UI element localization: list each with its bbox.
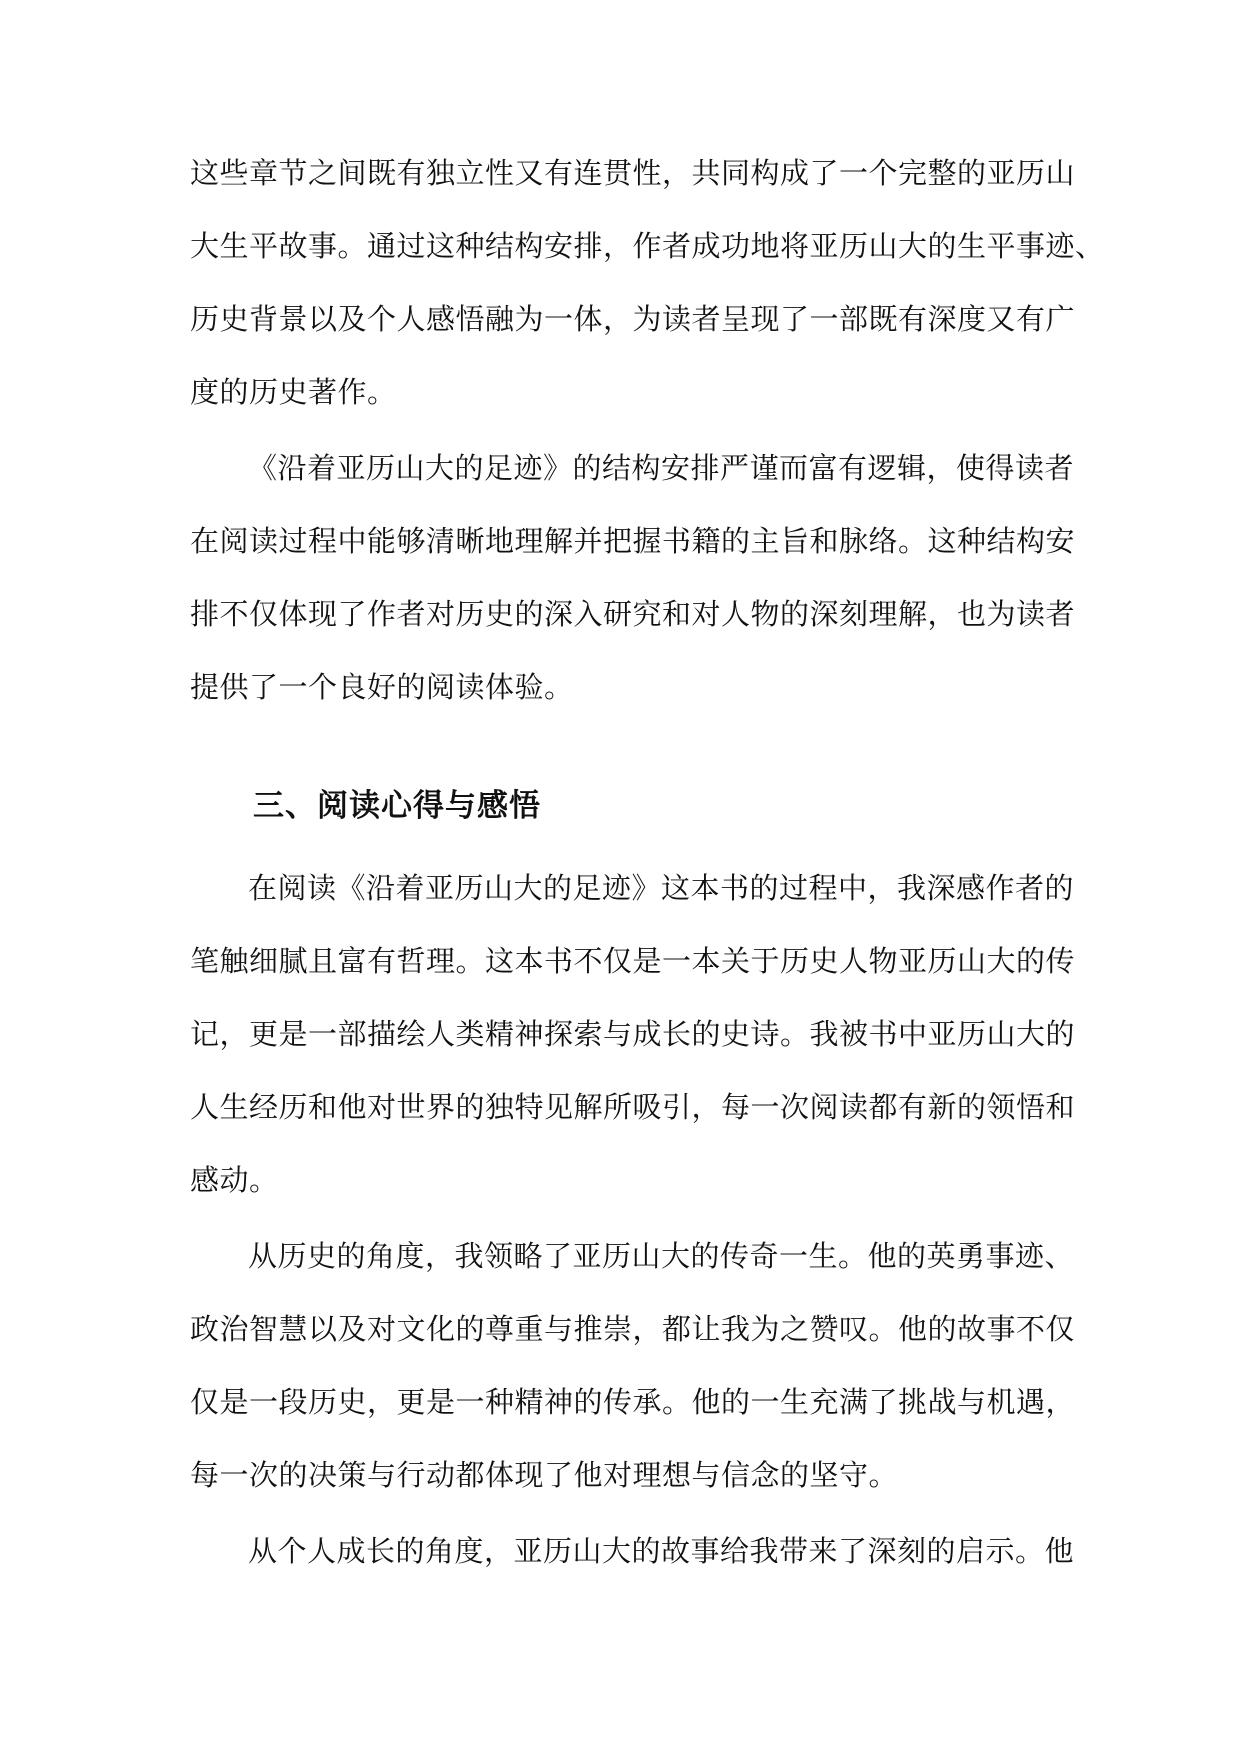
paragraph-line: 《沿着亚历山大的足迹》的结构安排严谨而富有逻辑，使得读者 — [248, 451, 1075, 485]
paragraph-line: 提供了一个良好的阅读体验。 — [190, 670, 574, 704]
paragraph-line: 政治智慧以及对文化的尊重与推崇，都让我为之赞叹。他的故事不仅 — [190, 1312, 1076, 1346]
paragraph-line: 记，更是一部描绘人类精神探索与成长的史诗。我被书中亚历山大的 — [190, 1017, 1076, 1051]
paragraph-line: 大生平故事。通过这种结构安排，作者成功地将亚历山大的生平事迹、 — [190, 229, 1105, 263]
paragraph-line: 这些章节之间既有独立性又有连贯性，共同构成了一个完整的亚历山 — [190, 156, 1076, 190]
paragraph-line: 人生经历和他对世界的独特见解所吸引，每一次阅读都有新的领悟和 — [190, 1090, 1076, 1124]
paragraph-line: 仅是一段历史，更是一种精神的传承。他的一生充满了挑战与机遇， — [190, 1385, 1076, 1419]
paragraph-line: 每一次的决策与行动都体现了他对理想与信念的坚守。 — [190, 1458, 899, 1492]
paragraph-line: 历史背景以及个人感悟融为一体，为读者呈现了一部既有深度又有广 — [190, 302, 1076, 336]
section-heading: 三、阅读心得与感悟 — [253, 788, 541, 824]
paragraph-line: 在阅读《沿着亚历山大的足迹》这本书的过程中，我深感作者的 — [248, 871, 1075, 905]
paragraph-line: 从历史的角度，我领略了亚历山大的传奇一生。他的英勇事迹、 — [248, 1239, 1075, 1273]
paragraph-line: 从个人成长的角度，亚历山大的故事给我带来了深刻的启示。他 — [248, 1534, 1075, 1568]
paragraph-line: 在阅读过程中能够清晰地理解并把握书籍的主旨和脉络。这种结构安 — [190, 524, 1076, 558]
paragraph-line: 笔触细腻且富有哲理。这本书不仅是一本关于历史人物亚历山大的传 — [190, 944, 1076, 978]
paragraph-line: 排不仅体现了作者对历史的深入研究和对人物的深刻理解，也为读者 — [190, 597, 1076, 631]
paragraph-line: 感动。 — [190, 1163, 279, 1197]
paragraph-line: 度的历史著作。 — [190, 375, 397, 409]
